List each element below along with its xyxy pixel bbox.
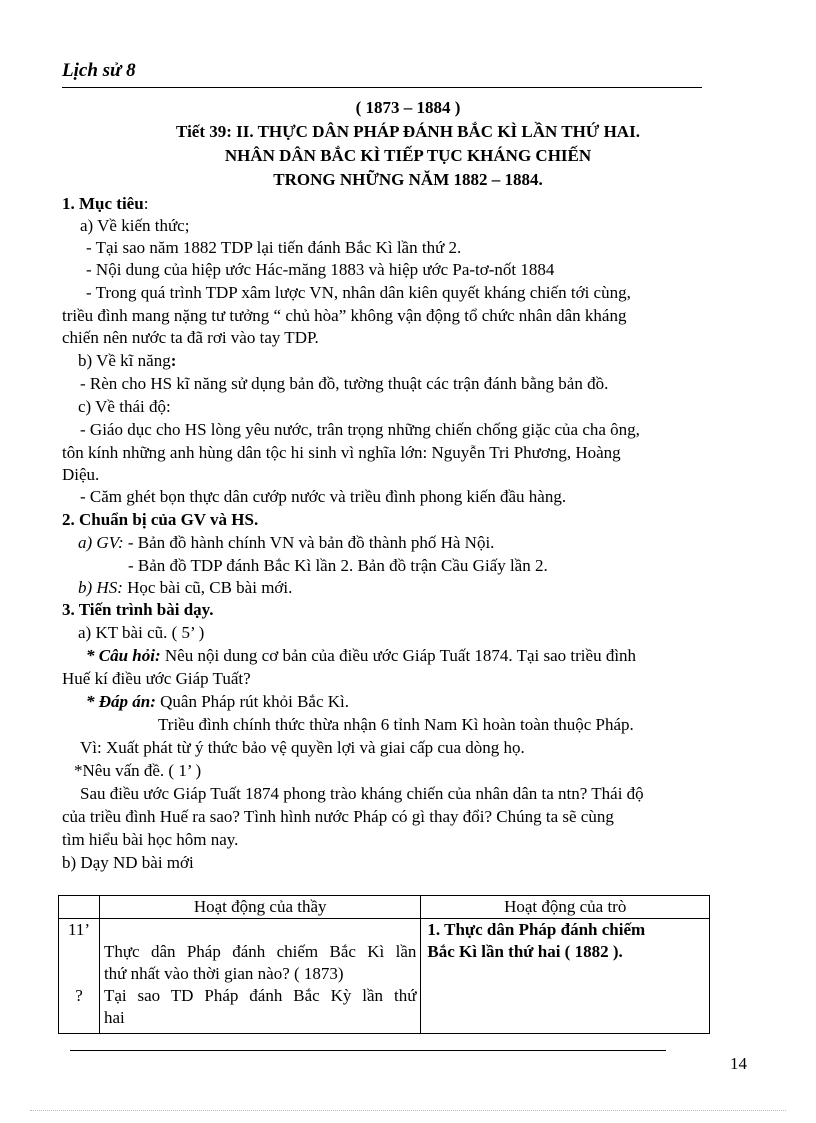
student-line-2: Bắc Kì lần thứ hai ( 1882 ).	[427, 942, 623, 961]
knowledge-item-1: - Tại sao năm 1882 TDP lại tiến đánh Bắc Kì lần thứ 2.	[86, 238, 462, 257]
skills-item-1: - Rèn cho HS kĩ năng sử dụng bản đồ, tường thuật các trận đánh bằng bản đồ.	[80, 374, 609, 393]
title-years: ( 1873 – 1884 )	[355, 98, 461, 117]
page-bottom-dotted-line	[30, 1110, 786, 1111]
teacher-line-4: hai	[103, 1008, 125, 1027]
teacher-prep-line-1: a) GV: - Bản đồ hành chính VN và bản đồ thành phố Hà Nội.	[78, 533, 495, 552]
header-rule	[62, 87, 702, 88]
attitude-heading: c) Về thái độ:	[78, 397, 171, 416]
page-number: 14	[730, 1054, 747, 1073]
teacher-prep-line-2: - Bản đồ TDP đánh Bắc Kì lần 2. Bản đồ trận Cầu Giấy lần 2.	[128, 556, 548, 575]
new-lesson-heading: b) Dạy ND bài mới	[62, 853, 194, 872]
time-cell	[59, 919, 100, 1034]
student-activity-cell	[421, 919, 710, 1034]
attitude-item-1-line-3: Diệu.	[62, 465, 100, 484]
question-line-2: Huế kí điều ước Giáp Tuất?	[62, 669, 251, 688]
lesson-activity-table	[58, 895, 710, 1034]
table-header-row	[59, 896, 710, 919]
review-heading: a) KT bài cũ. ( 5’ )	[78, 623, 205, 642]
teacher-line-3: Tại sao TD Pháp đánh Bắc Kỳ lần thứ	[103, 986, 417, 1005]
attitude-item-1-line-2: tôn kính những anh hùng dân tộc hi sinh vì nghĩa lớn: Nguyễn Tri Phương, Hoàng	[62, 443, 621, 462]
intro-line-2: của triều đình Huế ra sao? Tình hình nước Pháp có gì thay đổi? Chúng ta sẽ cùng	[62, 807, 614, 826]
answer-line-1: * Đáp án: Quân Pháp rút khỏi Bắc Kì.	[86, 692, 350, 711]
knowledge-item-3-line-1: - Trong quá trình TDP xâm lược VN, nhân dân kiên quyết kháng chiến tới cùng,	[86, 283, 631, 302]
student-line-1: 1. Thực dân Pháp đánh chiếm	[427, 920, 646, 939]
table-header-student: Hoạt động của trò	[421, 896, 710, 919]
intro-line-3: tìm hiểu bài học hôm nay.	[62, 830, 239, 849]
section-1-heading: 1. Mục tiêu:	[62, 194, 149, 213]
intro-line-1: Sau điều ước Giáp Tuất 1874 phong trào kháng chiến của nhân dân ta ntn? Thái độ	[80, 784, 644, 803]
time-label: 11’	[67, 920, 90, 939]
table-header-time	[59, 896, 100, 919]
skills-heading: b) Về kĩ năng:	[78, 351, 177, 370]
answer-line-2: Triều đình chính thức thừa nhận 6 tỉnh Nam Kì hoàn toàn thuộc Pháp.	[158, 715, 634, 734]
question-mark: ?	[75, 986, 83, 1005]
student-prep: b) HS: Học bài cũ, CB bài mới.	[78, 578, 293, 597]
title-line-2: NHÂN DÂN BẮC KÌ TIẾP TỤC KHÁNG CHIẾN	[224, 146, 592, 165]
knowledge-heading: a) Về kiến thức;	[80, 216, 190, 235]
section-3-heading: 3. Tiến trình bài dạy.	[62, 600, 214, 619]
teacher-line-2: thứ nhất vào thời gian nào? ( 1873)	[103, 964, 344, 983]
section-2-heading: 2. Chuẩn bị của GV và HS.	[62, 510, 259, 529]
footer-rule	[70, 1050, 666, 1051]
answer-line-3: Vì: Xuất phát từ ý thức bảo vệ quyền lợi và giai cấp cua dòng họ.	[80, 738, 525, 757]
title-line-3: TRONG NHỮNG NĂM 1882 – 1884.	[273, 170, 543, 189]
teacher-activity-cell	[99, 919, 420, 1034]
title-line-1: Tiết 39: II. THỰC DÂN PHÁP ĐÁNH BẮC KÌ LẦN THỨ HAI.	[176, 122, 640, 141]
table-row	[59, 919, 710, 1034]
teacher-line-1: Thực dân Pháp đánh chiếm Bắc Kì lần	[103, 942, 417, 961]
attitude-item-2: - Căm ghét bọn thực dân cướp nước và triều đình phong kiến đầu hàng.	[80, 487, 567, 506]
subject-header: Lịch sử 8	[62, 60, 136, 81]
attitude-item-1-line-1: - Giáo dục cho HS lòng yêu nước, trân trọng những chiến chống giặc của cha ông,	[80, 420, 640, 439]
knowledge-item-3-line-3: chiến nên nước ta đã rơi vào tay TDP.	[62, 328, 319, 347]
question-line-1: * Câu hỏi: Nêu nội dung cơ bản của điều ước Giáp Tuất 1874. Tại sao triều đình	[86, 646, 637, 665]
table-header-teacher: Hoạt động của thầy	[99, 896, 420, 919]
knowledge-item-2: - Nội dung của hiệp ước Hác-măng 1883 và hiệp ước Pa-tơ-nốt 1884	[86, 260, 555, 279]
issue-heading: *Nêu vấn đề. ( 1’ )	[74, 761, 202, 780]
knowledge-item-3-line-2: triều đình mang nặng tư tưởng “ chủ hòa” không vận động tổ chức nhân dân kháng	[62, 306, 627, 325]
